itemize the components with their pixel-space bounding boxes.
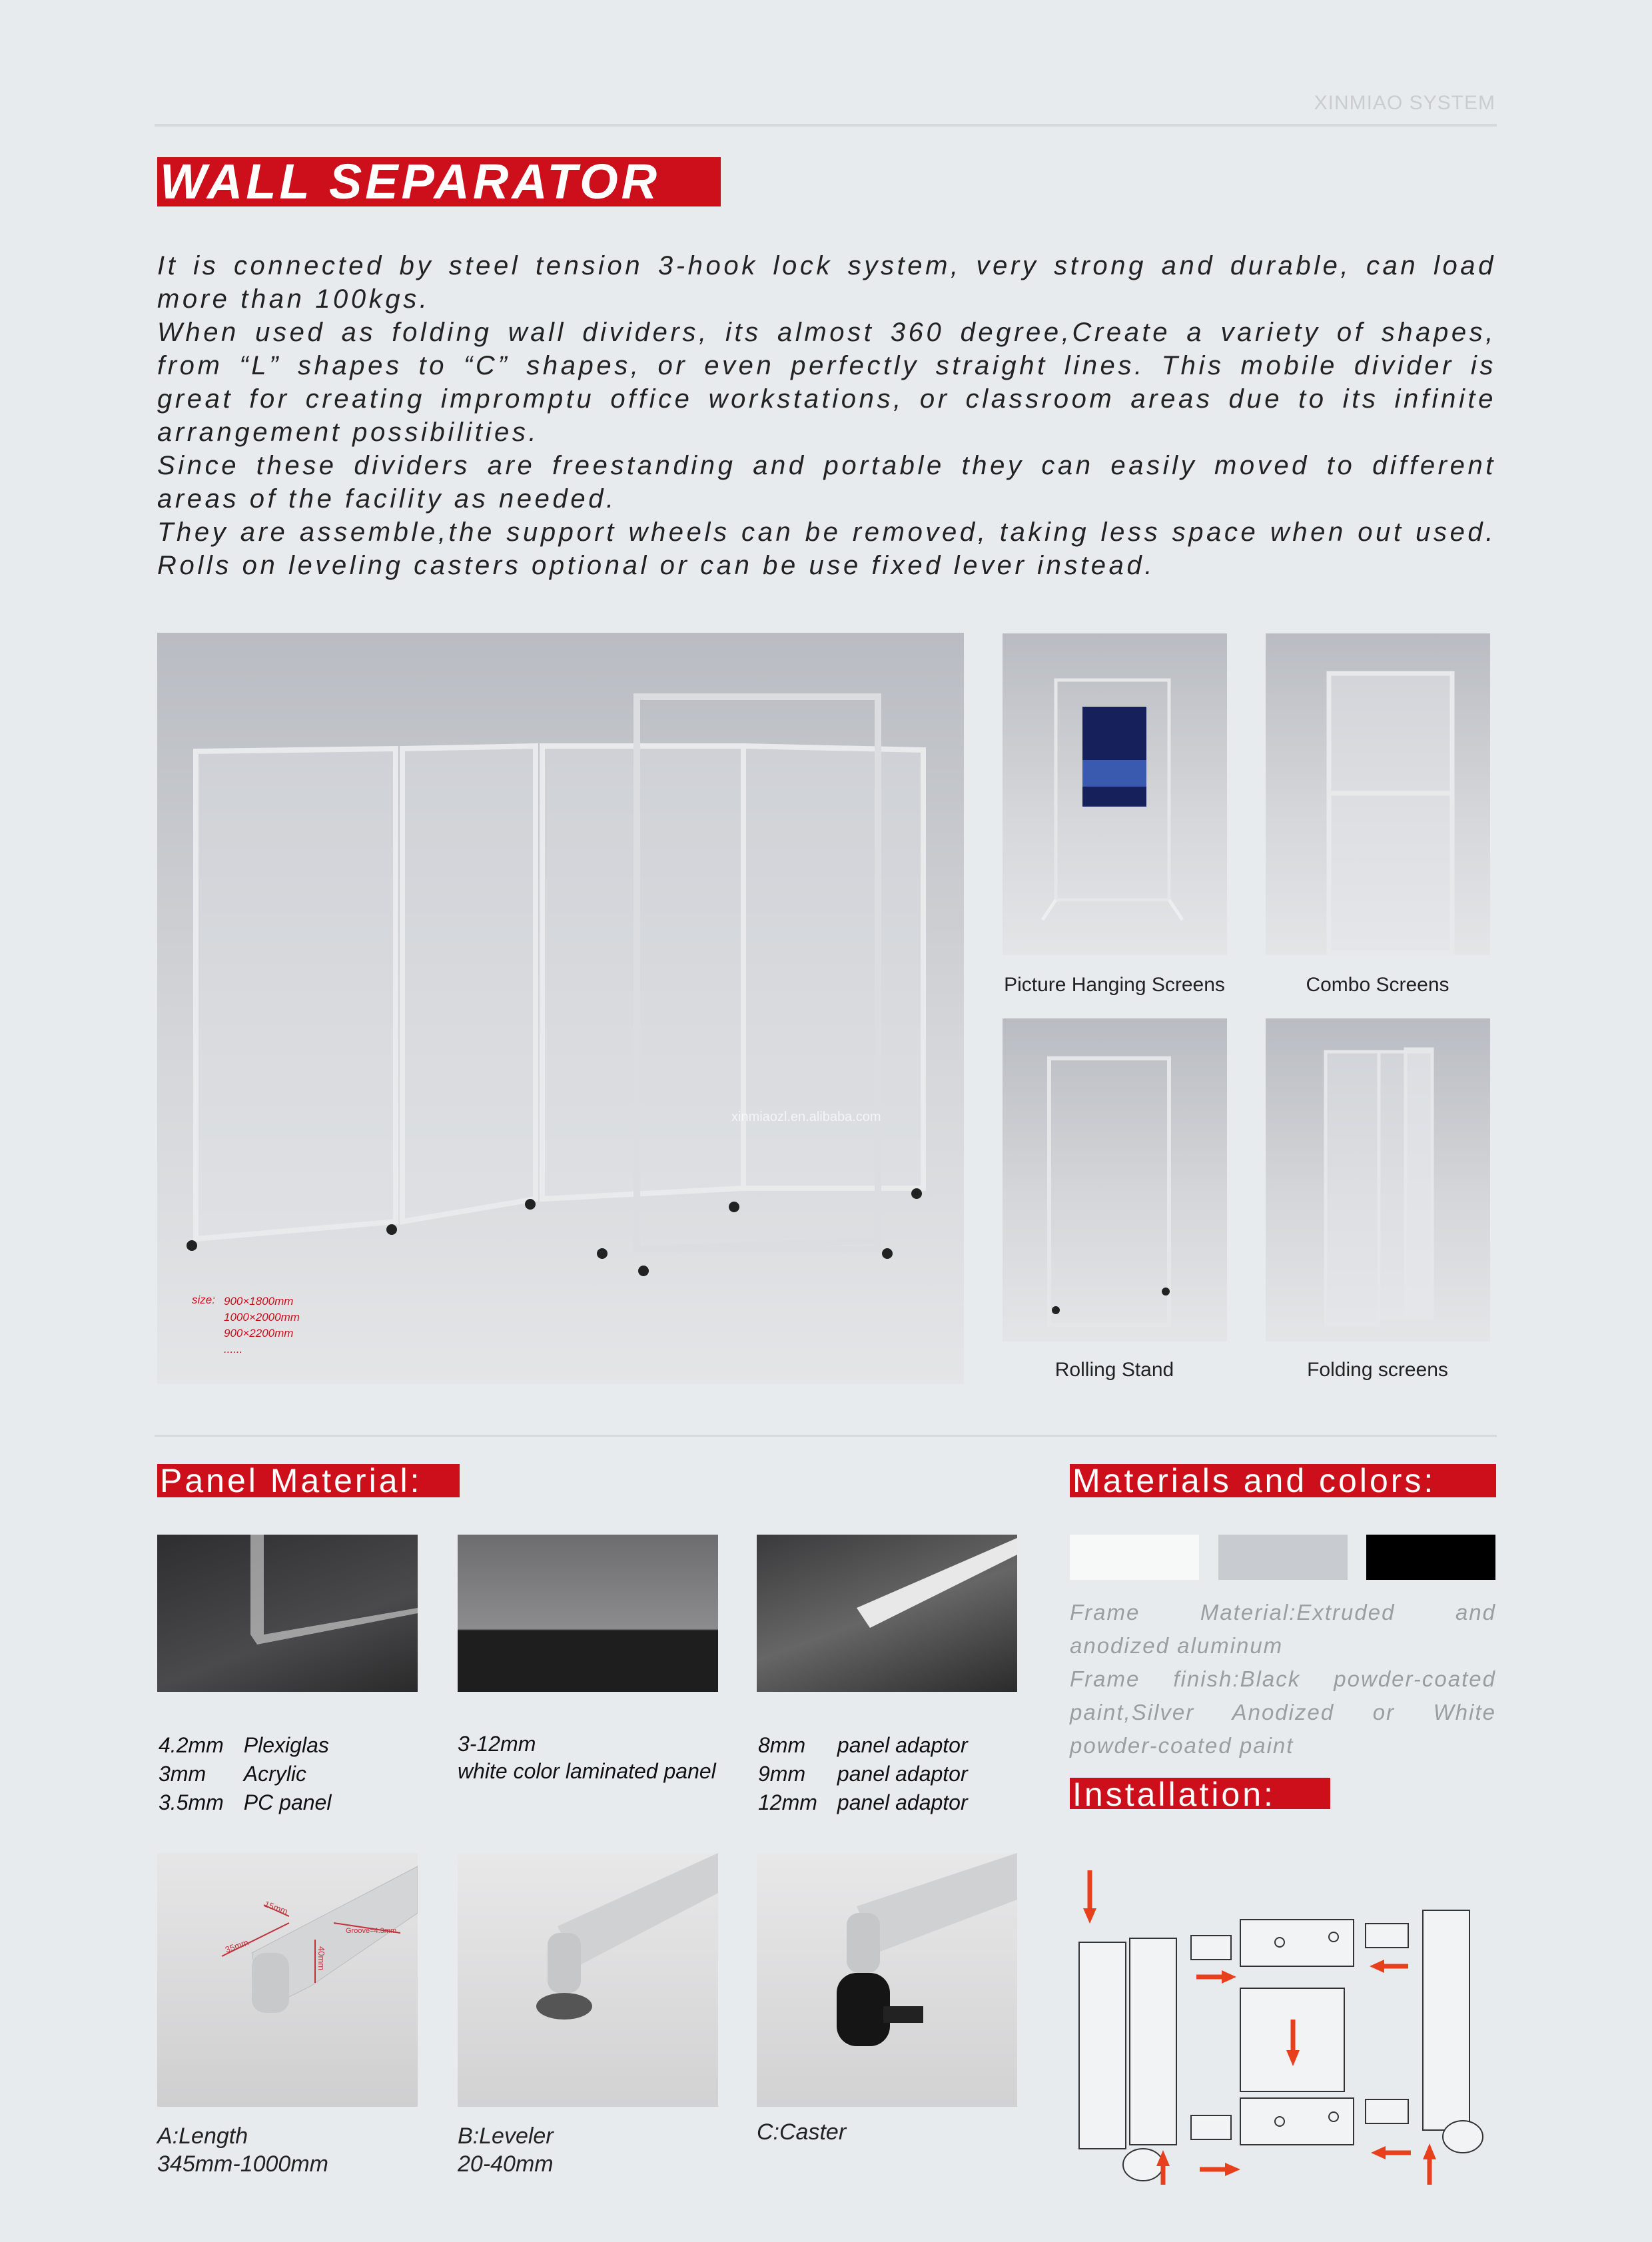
size-item: ...... — [224, 1343, 243, 1355]
spec-material: panel adaptor — [837, 1790, 968, 1814]
page-title: WALL SEPARATOR — [157, 157, 721, 206]
part-a-caption — [157, 2122, 328, 2178]
laminated-panel-sample-photo — [458, 1535, 718, 1692]
plexiglas-sample-photo — [157, 1535, 418, 1692]
spec-thickness: 3.5mm — [159, 1790, 224, 1814]
spec-thickness: 4.2mm — [159, 1733, 224, 1757]
materials-colors-heading: Materials and colors: — [1070, 1464, 1496, 1497]
header-divider — [155, 124, 1497, 127]
intro-paragraph: It is connected by steel tension 3-hook lock system, very strong and durable, can load more than 100kgs. — [157, 251, 1496, 314]
spec-material: Acrylic — [243, 1762, 307, 1786]
main-product-photo — [157, 633, 964, 1384]
spec-thickness: 9mm — [758, 1762, 806, 1786]
part-title: C:Caster — [757, 2119, 847, 2145]
size-item: 900×1800mm — [224, 1295, 294, 1308]
silver-color-swatch — [1218, 1535, 1348, 1580]
dim-label: 15mm — [262, 1898, 290, 1917]
dim-label: Groove=4.3mm — [346, 1927, 397, 1935]
size-item: 1000×2000mm — [224, 1311, 300, 1323]
profile-length-photo — [157, 1853, 418, 2107]
part-value: 20-40mm — [458, 2151, 554, 2177]
leveler-photo — [458, 1853, 718, 2107]
dim-label: 40mm — [316, 1946, 326, 1971]
size-label: size: — [192, 1294, 215, 1306]
black-color-swatch — [1366, 1535, 1495, 1580]
spec-thickness: 8mm — [758, 1733, 806, 1757]
spec-material: Plexiglas — [243, 1733, 329, 1757]
caster-photo — [757, 1853, 1017, 2107]
spec-material: panel adaptor — [837, 1762, 968, 1786]
part-title: B:Leveler — [458, 2123, 554, 2149]
frame-finish-text: Frame finish:Black powder-coated paint,Silver Anodized or White powder-coated paint — [1070, 1667, 1496, 1758]
spec-thickness: 3mm — [159, 1762, 206, 1786]
variant-caption: Rolling Stand — [1054, 1359, 1174, 1381]
intro-paragraph: They are assemble,the support wheels can be removed, taking less space when out used. Rolls on leveling casters optional or can be use fixed lever instead. — [157, 518, 1496, 580]
variant-caption: Combo Screens — [1306, 974, 1449, 996]
part-title: A:Length — [157, 2123, 248, 2149]
plexiglas-specs — [157, 1730, 351, 1818]
spec-thickness: 3-12mm — [458, 1732, 536, 1756]
combo-screens-photo — [1266, 633, 1490, 955]
dim-label: 35mm — [223, 1937, 250, 1955]
intro-paragraph: When used as folding wall dividers, its almost 360 degree,Create a variety of shapes, from “L” shapes to “C” shapes, or even perfectly straight lines. This mobile divider is great for creating impromptu office workstations, or classroom areas due to its infinite arrangement possibilities. — [157, 318, 1496, 447]
white-color-swatch — [1070, 1535, 1199, 1580]
spec-material: white color laminated panel — [458, 1759, 716, 1783]
variant-caption: Picture Hanging Screens — [1004, 974, 1225, 996]
spec-thickness: 12mm — [758, 1790, 817, 1814]
brand-name: XINMIAO SYSTEM — [1314, 92, 1495, 114]
frame-material-text: Frame Material:Extruded and anodized aluminum — [1070, 1600, 1496, 1658]
installation-heading: Installation: — [1070, 1778, 1330, 1809]
variant-caption: Folding screens — [1307, 1359, 1448, 1381]
folding-screens-photo — [1266, 1018, 1490, 1341]
picture-hanging-screens-photo — [1003, 633, 1227, 955]
panel-material-heading: Panel Material: — [157, 1464, 460, 1497]
frame-description — [1070, 1596, 1496, 1762]
panel-adaptor-sample-photo — [757, 1535, 1017, 1692]
part-b-caption — [458, 2122, 554, 2178]
folding-divider-illustration — [157, 633, 964, 1384]
laminated-specs — [458, 1730, 716, 1785]
installation-diagram — [1070, 1852, 1523, 2185]
watermark: xinmiaozl.en.alibaba.com — [731, 1110, 881, 1124]
size-item: 900×2200mm — [224, 1327, 294, 1339]
intro-paragraph: Since these dividers are freestanding and portable they can easily moved to different areas of the facility as needed. — [157, 451, 1496, 514]
section-divider — [155, 1435, 1497, 1437]
adaptor-specs — [757, 1730, 988, 1818]
part-c-caption — [757, 2118, 846, 2146]
size-list — [224, 1294, 300, 1357]
part-value: 345mm-1000mm — [157, 2151, 328, 2177]
intro-text — [157, 249, 1496, 582]
rolling-stand-photo — [1003, 1018, 1227, 1341]
spec-material: panel adaptor — [837, 1733, 968, 1757]
spec-material: PC panel — [243, 1790, 332, 1814]
